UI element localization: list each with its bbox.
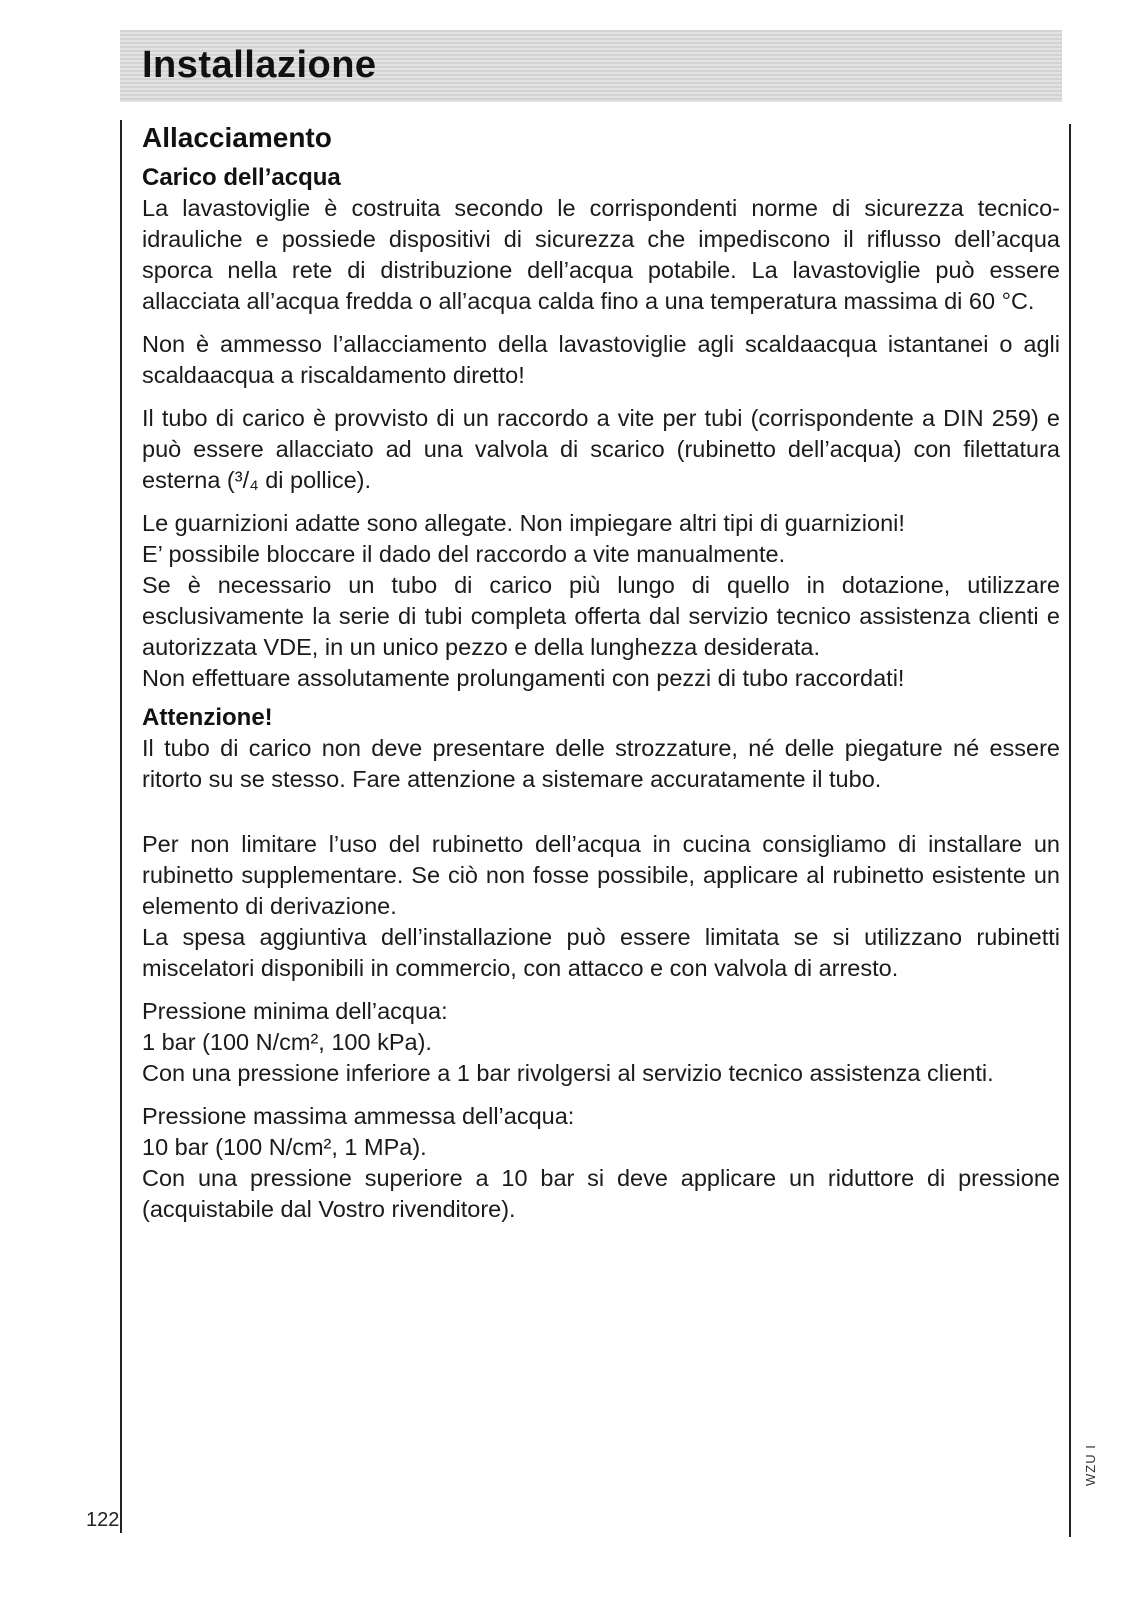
warning-text: Il tubo di carico non deve presentare delle strozzature, né delle piegature né essere ritorto su se stesso. Fare attenzione a sistemare accuratamente il tubo.: [142, 735, 1060, 792]
pressure-max-label: Pressione massima ammessa dell’acqua:: [142, 1103, 575, 1129]
section-heading: Allacciamento: [142, 122, 332, 153]
text-line: Non effettuare assolutamente prolungamenti con pezzi di tubo raccordati!: [142, 665, 905, 691]
pressure-min-block: [142, 996, 1060, 1089]
right-margin-rule: [1069, 124, 1071, 1537]
paragraph-rubinetto: Per non limitare l’uso del rubinetto dell’acqua in cucina consigliamo di installare un rubinetto supplementare. Se ciò non fosse possibile, applicare al rubinetto esistente un elemento di derivazione.: [142, 831, 1060, 919]
paragraph-intro: La lavastoviglie è costruita secondo le corrispondenti norme di sicurezza tecnico-idrauliche e possiede dispositivi di sicurezza che impediscono il riflusso dell’acqua sporca nella rete di distribuzione dell’acqua potabile. La lavastoviglie può essere allacciata all’acqua fredda o all’acqua calda fino a una temperatura massima di 60 °C.: [142, 195, 1060, 314]
pressure-max-block: [142, 1101, 1060, 1225]
side-code: WZU I: [1083, 1444, 1098, 1486]
pressure-max-value: 10 bar (100 N/cm², 1 MPa).: [142, 1134, 427, 1160]
sub-heading: Carico dell’acqua: [142, 164, 341, 191]
pressure-max-note: Con una pressione superiore a 10 bar si deve applicare un riduttore di pressione (acquistabile dal Vostro rivenditore).: [142, 1165, 1060, 1222]
page-title: Installazione: [142, 44, 377, 86]
pressure-min-label: Pressione minima dell’acqua:: [142, 998, 448, 1024]
text-line: E’ possibile bloccare il dado del raccordo a vite manualmente.: [142, 541, 786, 567]
text-line: Se è necessario un tubo di carico più lungo di quello in dotazione, utilizzare esclusivamente la serie di tubi completa offerta dal servizio tecnico assistenza clienti e autorizzata VDE, in un unico pezzo e della lunghezza desiderata.: [142, 572, 1060, 660]
paragraph-spesa: La spesa aggiuntiva dell’installazione può essere limitata se si utilizzano rubinetti miscelatori disponibili in commercio, con attacco e con valvola di arresto.: [142, 924, 1060, 981]
paragraph-guarnizioni: [142, 508, 1060, 694]
page-number: 122: [86, 1509, 120, 1531]
paragraph-tubo-carico: Il tubo di carico è provvisto di un raccordo a vite per tubi (corrispondente a DIN 259) e può essere allacciato ad una valvola di scarico (rubinetto dell’acqua) con filettatura esterna (³/₄ di pollice).: [142, 405, 1060, 493]
pressure-min-note: Con una pressione inferiore a 1 bar rivolgersi al servizio tecnico assistenza clienti.: [142, 1060, 994, 1086]
paragraph-scaldaacqua: Non è ammesso l’allacciamento della lavastoviglie agli scaldaacqua istantanei o agli scaldaacqua a riscaldamento diretto!: [142, 331, 1060, 388]
pressure-min-value: 1 bar (100 N/cm², 100 kPa).: [142, 1029, 432, 1055]
main-content: [142, 118, 1060, 1225]
left-margin-rule: [120, 120, 122, 1533]
warning-heading: Attenzione!: [142, 704, 273, 731]
text-line: Le guarnizioni adatte sono allegate. Non impiegare altri tipi di guarnizioni!: [142, 510, 905, 536]
